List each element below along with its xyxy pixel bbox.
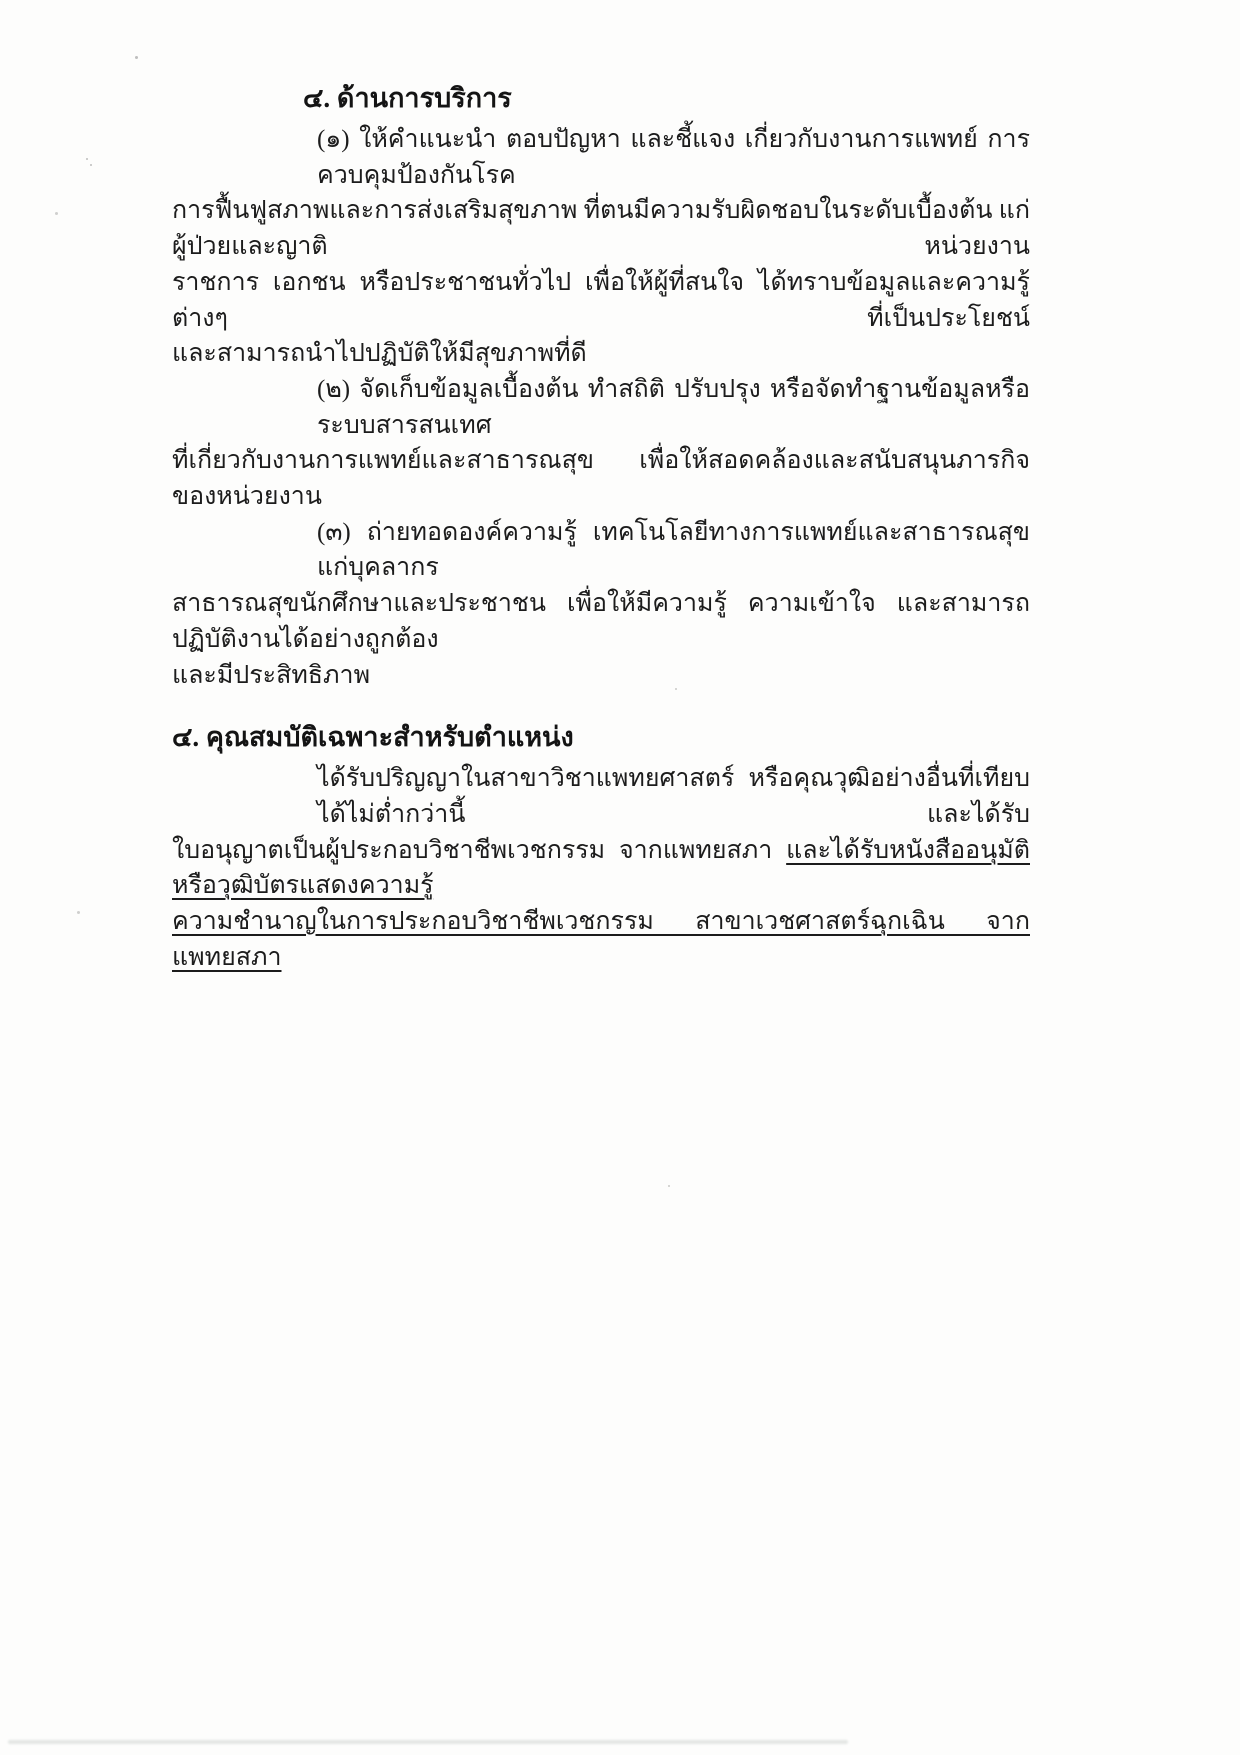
qualifications-line3-underlined-text: ความชำนาญในการประกอบวิชาชีพเวชกรรม สาขาเวชศาสตร์ฉุกเฉิน จากแพทยสภา [172, 908, 1030, 971]
qualifications-line3 [172, 904, 1030, 975]
service-item2-line2: ที่เกี่ยวกับงานการแพทย์และสาธารณสุข เพื่อให้สอดคล้องและสนับสนุนภารกิจของหน่วยงาน [172, 447, 1030, 511]
scan-speck [90, 164, 92, 166]
scan-speck [668, 1185, 670, 1187]
qualifications-line2-underlined-text: และได้รับหนังสืออนุมัติหรือวุฒิบัตรแสดงความรู้ [172, 836, 1030, 900]
service-item2-line1: (๒) จัดเก็บข้อมูลเบื้องต้น ทำสถิติ ปรับปรุง หรือจัดทำฐานข้อมูลหรือระบบสารสนเทศ [317, 375, 1030, 439]
scan-speck [77, 911, 80, 914]
qualifications-line1: ได้รับปริญญาในสาขาวิชาแพทยศาสตร์ หรือคุณวุฒิอย่างอื่นที่เทียบได้ไม่ต่ำกว่านี้ และได้รับ [317, 765, 1030, 828]
service-item3-line3: และมีประสิทธิภาพ [172, 661, 371, 689]
scan-smudge [8, 1740, 848, 1744]
scan-speck [675, 688, 677, 690]
qualifications-line2-normal-text: ใบอนุญาตเป็นผู้ประกอบวิชาชีพเวชกรรม จากแพทยสภา [172, 836, 787, 864]
document-content [172, 80, 1030, 975]
qualifications-line2 [172, 833, 1030, 904]
qualifications-section-heading: ๔. คุณสมบัติเฉพาะสำหรับตำแหน่ง [172, 722, 574, 753]
scan-speck [135, 56, 138, 59]
scan-speck [55, 212, 58, 215]
service-item1-line3: ราชการ เอกชน หรือประชาชนทั่วไป เพื่อให้ผู้ที่สนใจ ได้ทราบข้อมูลและความรู้ต่างๆ ที่เป็นประโยชน์ [172, 268, 1030, 332]
spacer [172, 693, 1030, 719]
service-section-heading: ๔. ด้านการบริการ [303, 83, 512, 113]
service-item3-line2: สาธารณสุขนักศึกษาและประชาชน เพื่อให้มีความรู้ ความเข้าใจ และสามารถปฏิบัติงานได้อย่างถูกต้อง [172, 590, 1030, 653]
service-item1-line4: และสามารถนำไปปฏิบัติให้มีสุขภาพที่ดี [172, 340, 587, 368]
scan-speck [86, 158, 88, 160]
service-item1-line1: (๑) ให้คำแนะนำ ตอบปัญหา และชี้แจง เกี่ยวกับงานการแพทย์ การควบคุมป้องกันโรค [317, 126, 1030, 189]
service-item1-line2: การฟื้นฟูสภาพและการส่งเสริมสุขภาพ ที่ตนมีความรับผิดชอบในระดับเบื้องต้น แก่ผู้ป่วยและญาติ หน่วยงาน [172, 197, 1030, 261]
service-item3-line1: (๓) ถ่ายทอดองค์ความรู้ เทคโนโลยีทางการแพทย์และสาธารณสุข แก่บุคลากร [317, 518, 1030, 582]
